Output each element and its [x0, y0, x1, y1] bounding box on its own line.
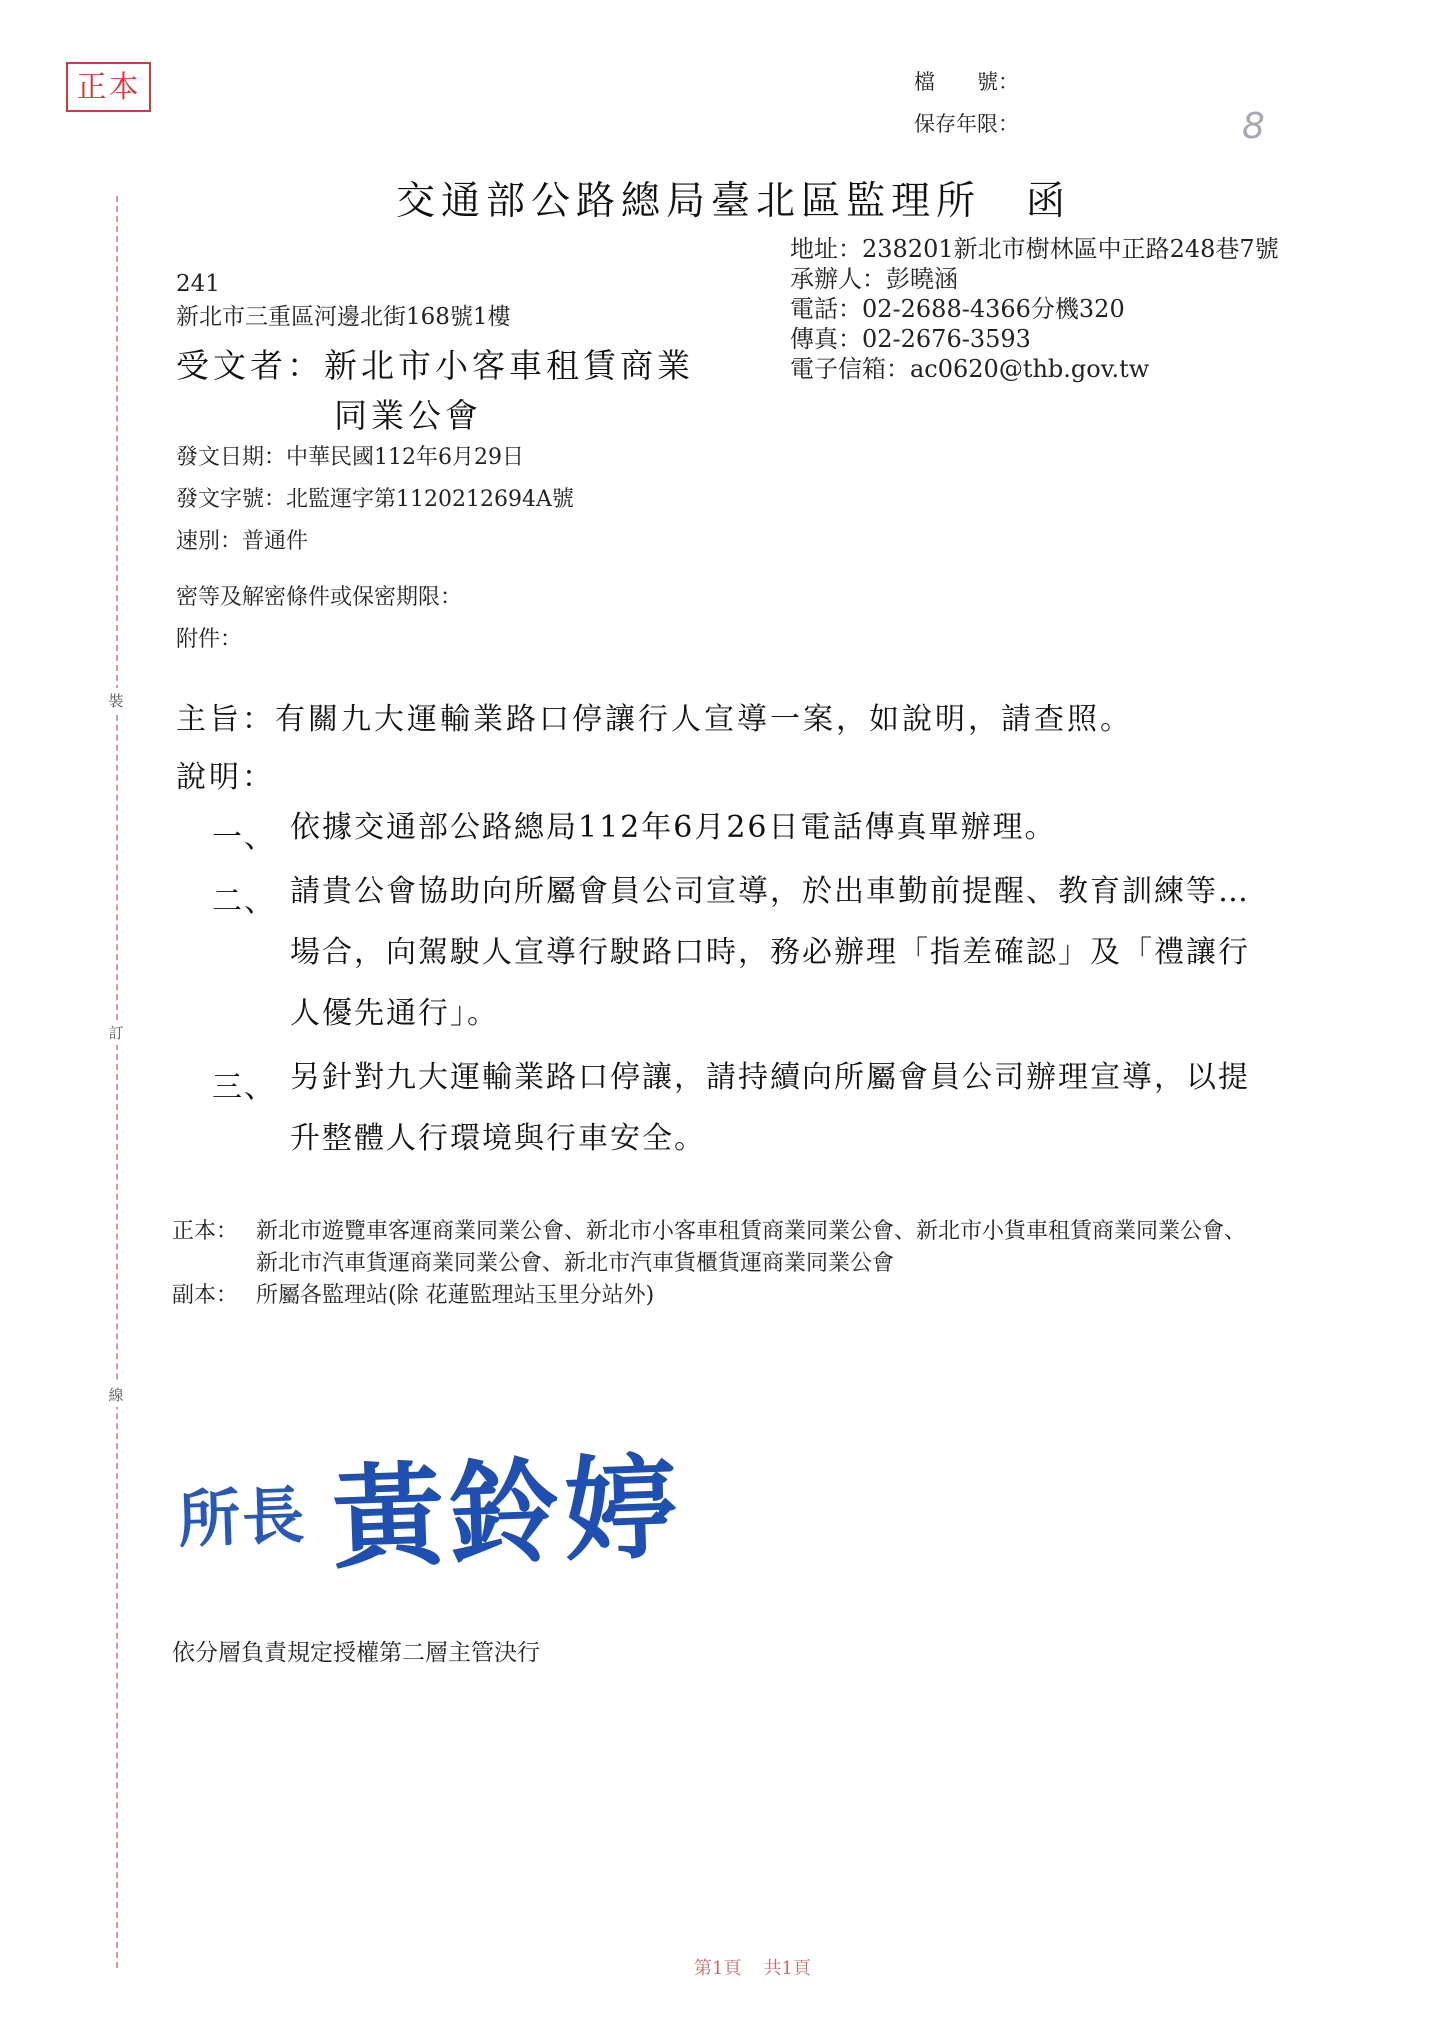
sender-info [790, 234, 1279, 384]
recipient-label: 受文者： [176, 346, 324, 385]
copy-value: 所屬各監理站(除 花蓮監理站玉里分站外) [256, 1283, 655, 1308]
recipient-name-line2: 同業公會 [334, 396, 482, 435]
file-meta [914, 66, 1019, 150]
sender-address: 地址：238201新北市樹林區中正路248巷7號 [790, 235, 1279, 263]
page-footer [694, 1954, 833, 1980]
recipient-address-block [176, 268, 511, 334]
explanation-item [212, 1062, 1272, 1169]
explanation-items [212, 812, 1272, 1187]
issue-date: 發文日期：中華民國112年6月29日 [176, 445, 524, 470]
original-label: 正本： [172, 1219, 239, 1244]
item-text: 另針對九大運輸業路口停讓，請持續向所屬會員公司辦理宣導，以提升整體人行環境與行車安全。 [290, 1060, 1250, 1156]
attachment-info: 附件： [176, 627, 243, 652]
subject-line: 主旨：有關九大運輸業路口停讓行人宣導一案，如說明，請查照。 [176, 702, 1133, 737]
director-signature-stamp [172, 1424, 732, 1594]
binding-mark-zhuang: 裝 [102, 688, 130, 713]
distribution-list [172, 1216, 1262, 1312]
explanation-label: 說明： [176, 760, 275, 795]
sender-email: 電子信箱：ac0620@thb.gov.tw [790, 355, 1150, 383]
copy-label: 副本： [172, 1283, 239, 1308]
binding-line [116, 196, 118, 1968]
explanation-item [212, 876, 1272, 1044]
sender-handler: 承辦人：彭曉涵 [790, 265, 958, 293]
speed-category: 速別：普通件 [176, 529, 309, 554]
item-number: 一、 [212, 820, 276, 855]
doc-number: 發文字號：北監運字第1120212694A號 [176, 487, 574, 512]
item-text: 請貴公會協助向所屬會員公司宣導，於出車勤前提醒、教育訓練等…場合，向駕駛人宣導行駛路口時，務必辦理「指差確認」及「禮讓行人優先通行」。 [290, 874, 1250, 1031]
recipient-name-line1: 新北市小客車租賃商業 [324, 346, 694, 385]
recipient-line [176, 340, 694, 387]
binding-mark-ding: 訂 [102, 1020, 130, 1045]
sender-phone: 電話：02-2688-4366分機320 [790, 295, 1125, 323]
secrecy-info: 密等及解密條件或保密期限： [176, 585, 463, 610]
original-value: 新北市遊覽車客運商業同業公會、新北市小客車租賃商業同業公會、新北市小貨車租賃商業同業公會、新北市汽車貨運商業同業公會、新北市汽車貨櫃貨運商業同業公會 [256, 1219, 1247, 1276]
item-number: 三、 [212, 1070, 276, 1105]
explanation-item [212, 812, 1272, 858]
authority-note: 依分層負責規定授權第二層主管決行 [172, 1640, 540, 1666]
original-copy-stamp: 正本 [66, 62, 151, 112]
item-number: 二、 [212, 884, 276, 919]
recipient-postal-code: 241 [176, 271, 220, 297]
item-text: 依據交通部公路總局112年6月26日電話傳真單辦理。 [290, 810, 1057, 845]
copy-recipients [172, 1280, 1262, 1312]
document-meta [176, 440, 574, 664]
file-number-label: 檔 號： [914, 70, 1019, 94]
recipient-address: 新北市三重區河邊北街168號1樓 [176, 304, 511, 330]
document-title: 交通部公路總局臺北區監理所 函 [396, 179, 1072, 224]
page-number: 第1頁 [694, 1958, 742, 1979]
binding-mark-xian: 線 [102, 1382, 130, 1407]
signature-title: 所長 [176, 1478, 308, 1557]
retention-label: 保存年限： [914, 112, 1019, 136]
sender-fax: 傳真：02-2676-3593 [790, 325, 1031, 353]
signature-name: 黃鈴婷 [330, 1441, 683, 1586]
original-recipients [172, 1216, 1262, 1280]
page-total: 共1頁 [763, 1958, 811, 1979]
retention-handwritten-mark: 8 [1242, 106, 1265, 147]
